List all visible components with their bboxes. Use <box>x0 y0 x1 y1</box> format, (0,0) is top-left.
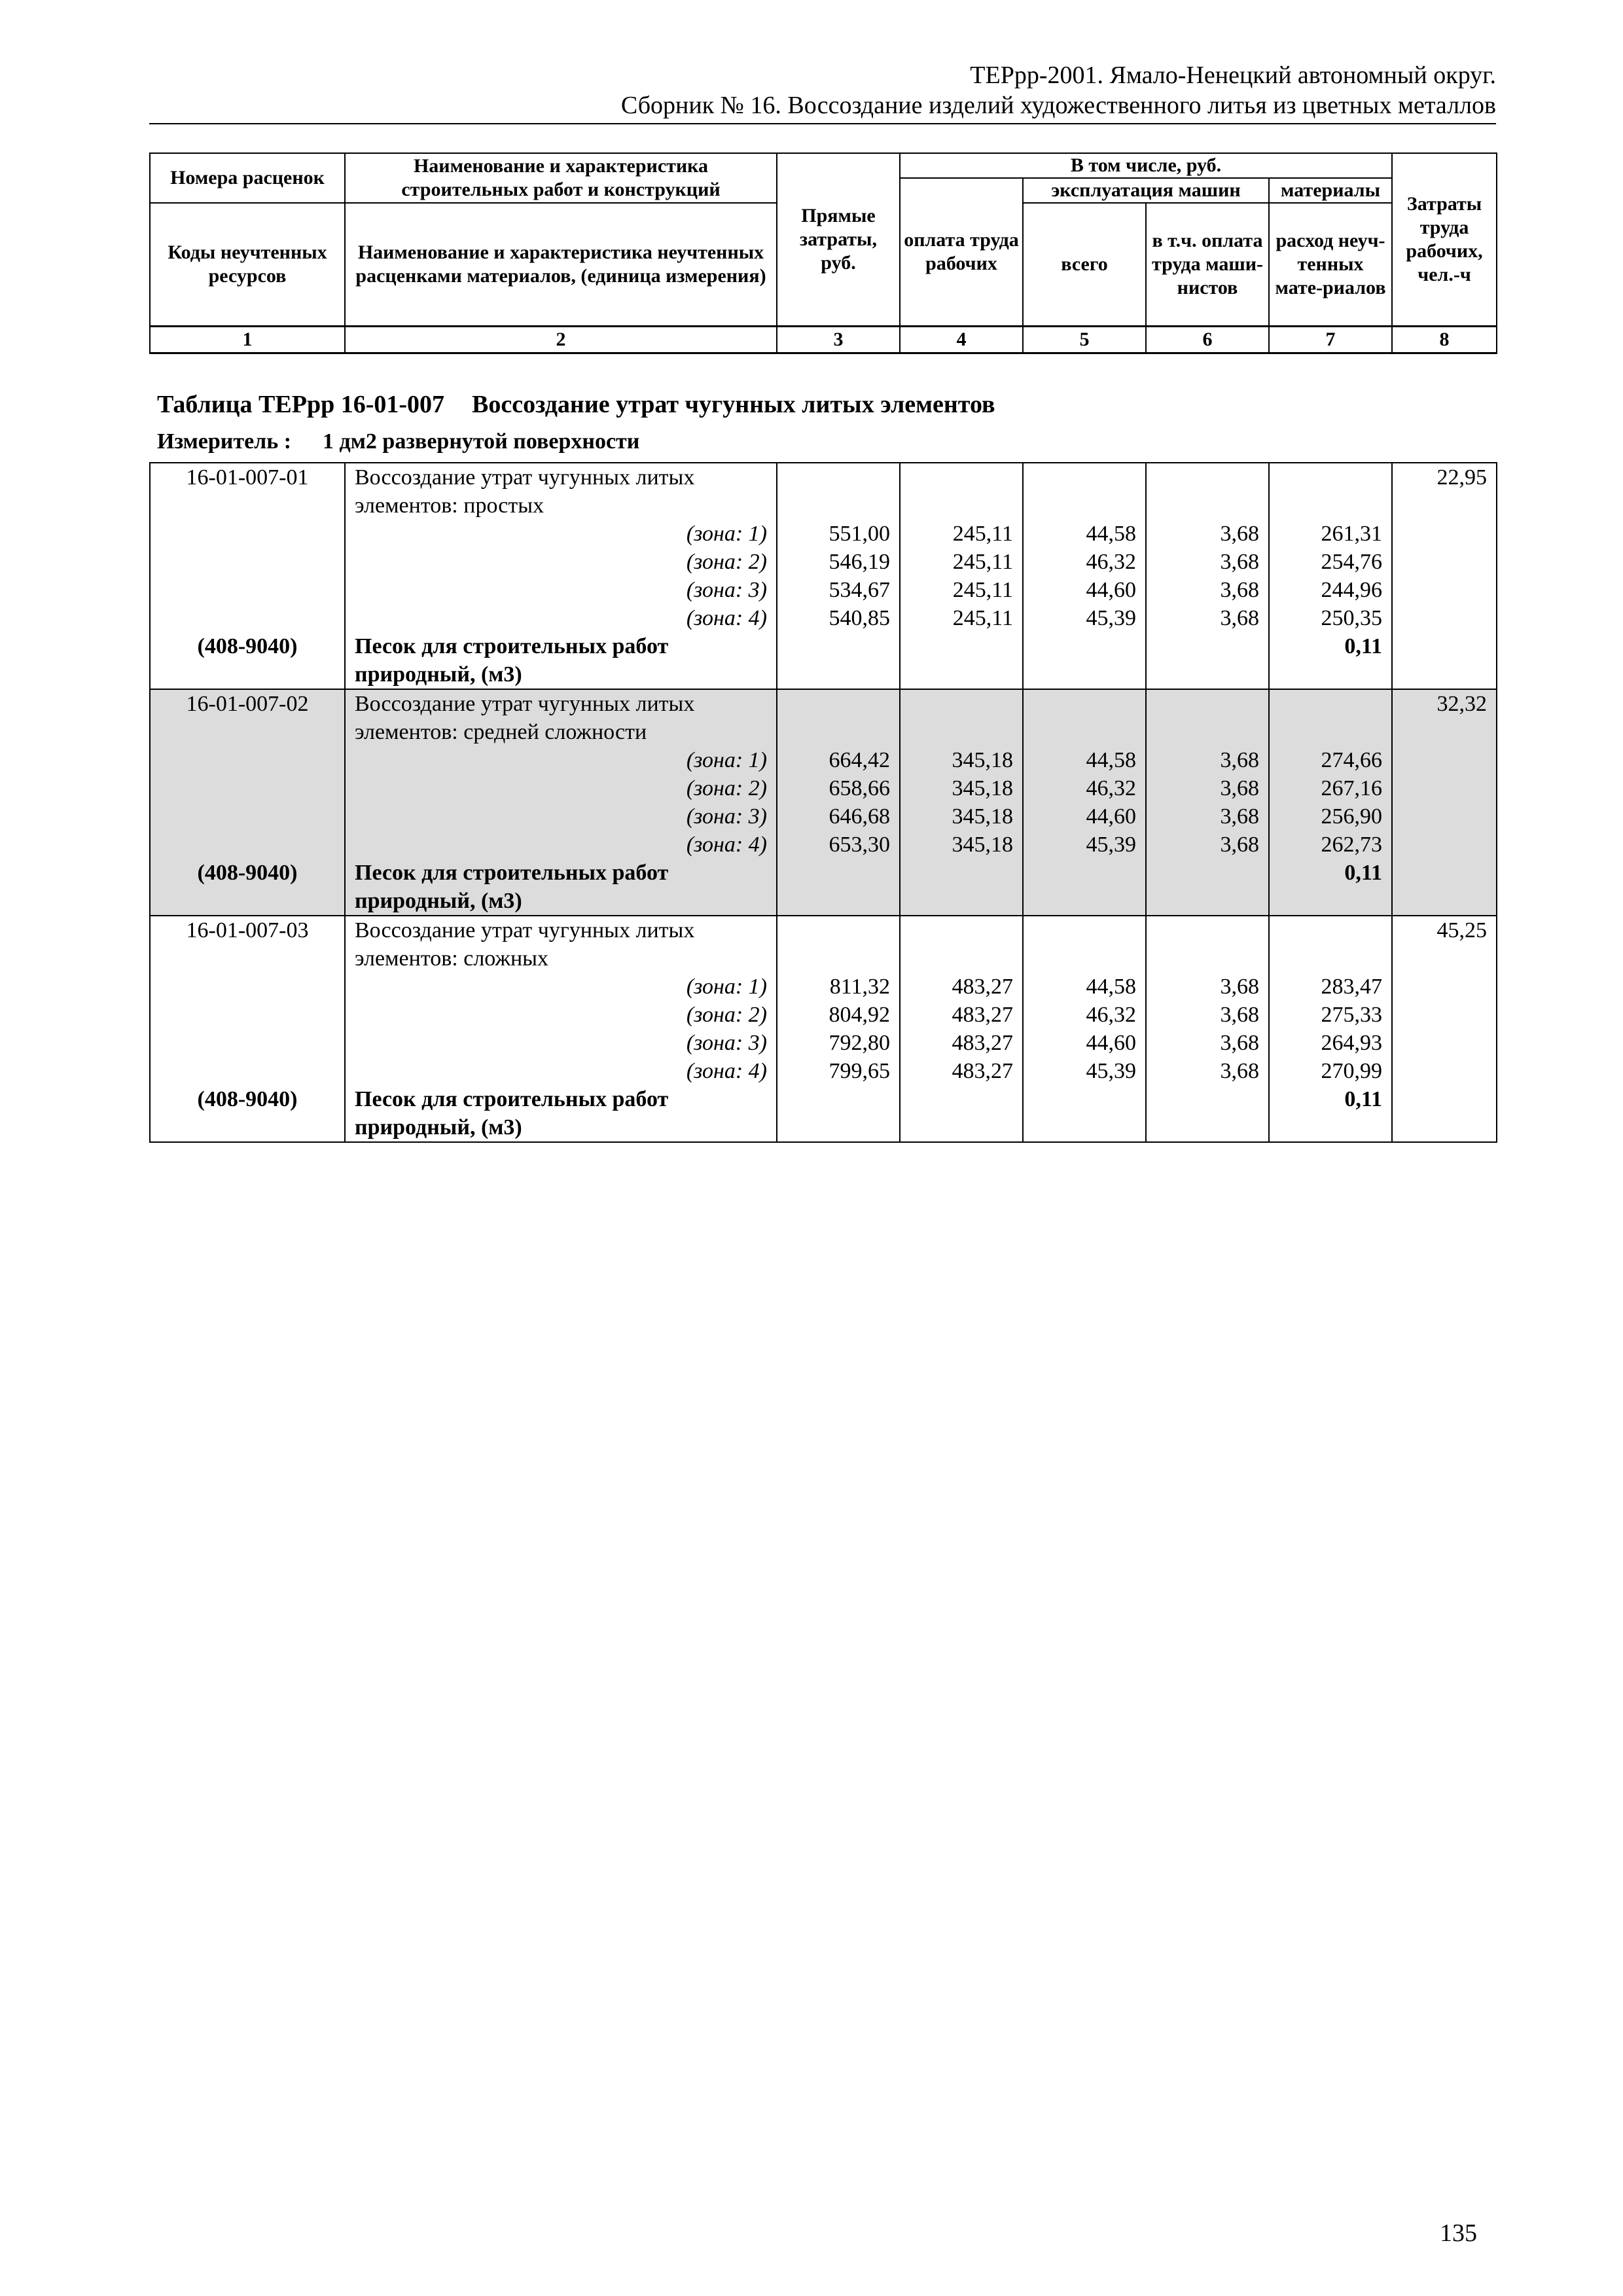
resource-row <box>150 632 1497 689</box>
meter-value: 1 дм2 развернутой поверхности <box>323 429 640 454</box>
machinists-pay-value: 3,68 <box>1146 831 1269 859</box>
rate-group <box>150 463 1497 689</box>
empty-cell <box>1392 746 1497 774</box>
zone-row <box>150 548 1497 576</box>
zone-label: (зона: 3) <box>345 802 777 831</box>
resource-amount: 0,11 <box>1269 1085 1392 1142</box>
workers-pay-value: 345,18 <box>900 774 1023 802</box>
empty-cell <box>150 802 345 831</box>
column-number: 8 <box>1392 326 1497 353</box>
resource-code: (408-9040) <box>150 1085 345 1142</box>
direct-costs-value: 792,80 <box>777 1029 900 1057</box>
empty-cell <box>777 632 900 689</box>
machines-value: 44,58 <box>1023 973 1146 1001</box>
header-direct-costs: Прямые затраты, руб. <box>777 153 900 326</box>
empty-cell <box>1023 632 1146 689</box>
empty-cell <box>900 1085 1023 1142</box>
empty-cell <box>1392 548 1497 576</box>
machines-value: 46,32 <box>1023 774 1146 802</box>
direct-costs-value: 811,32 <box>777 973 900 1001</box>
empty-cell <box>1392 774 1497 802</box>
direct-costs-value: 534,67 <box>777 576 900 604</box>
empty-cell <box>1392 802 1497 831</box>
empty-cell <box>150 1057 345 1085</box>
machinists-pay-value: 3,68 <box>1146 774 1269 802</box>
empty-cell <box>1023 859 1146 916</box>
direct-costs-value: 664,42 <box>777 746 900 774</box>
zone-row <box>150 802 1497 831</box>
resource-row <box>150 859 1497 916</box>
machinists-pay-value: 3,68 <box>1146 1001 1269 1029</box>
rate-code: 16-01-007-03 <box>150 916 345 973</box>
materials-value: 262,73 <box>1269 831 1392 859</box>
header-unaccounted-materials: расход неуч-тенных мате-риалов <box>1269 203 1392 326</box>
table-name: Воссоздание утрат чугунных литых элементов <box>472 391 995 418</box>
header-line-2: Сборник № 16. Воссоздание изделий художественного литья из цветных металлов <box>620 92 1496 119</box>
zone-label: (зона: 2) <box>345 774 777 802</box>
rate-row <box>150 463 1497 520</box>
empty-cell <box>1023 916 1146 973</box>
resource-name: Песок для строительных работ природный, (м3) <box>345 1085 777 1142</box>
empty-cell <box>1392 1057 1497 1085</box>
table-title <box>157 390 995 419</box>
zone-label: (зона: 4) <box>345 1057 777 1085</box>
workers-pay-value: 483,27 <box>900 1001 1023 1029</box>
zone-row <box>150 1029 1497 1057</box>
empty-cell <box>777 463 900 520</box>
empty-cell <box>1392 632 1497 689</box>
direct-costs-value: 551,00 <box>777 520 900 548</box>
empty-cell <box>1146 859 1269 916</box>
empty-cell <box>150 746 345 774</box>
column-number: 7 <box>1269 326 1392 353</box>
materials-value: 270,99 <box>1269 1057 1392 1085</box>
machines-value: 45,39 <box>1023 1057 1146 1085</box>
machines-value: 44,60 <box>1023 1029 1146 1057</box>
rate-name: Воссоздание утрат чугунных литых элементов: средней сложности <box>345 689 777 746</box>
empty-cell <box>150 576 345 604</box>
workers-pay-value: 345,18 <box>900 831 1023 859</box>
machines-value: 44,60 <box>1023 802 1146 831</box>
header-rate-numbers: Номера расценок <box>150 153 345 203</box>
machines-value: 45,39 <box>1023 831 1146 859</box>
empty-cell <box>1146 1085 1269 1142</box>
empty-cell <box>1392 973 1497 1001</box>
page-number: 135 <box>1440 2219 1477 2247</box>
machines-value: 44,58 <box>1023 520 1146 548</box>
column-number: 5 <box>1023 326 1146 353</box>
empty-cell <box>1392 604 1497 632</box>
direct-costs-value: 646,68 <box>777 802 900 831</box>
header-work-name: Наименование и характеристика строительных работ и конструкций <box>345 153 777 203</box>
empty-cell <box>150 831 345 859</box>
materials-value: 256,90 <box>1269 802 1392 831</box>
empty-cell <box>900 632 1023 689</box>
direct-costs-value: 658,66 <box>777 774 900 802</box>
empty-cell <box>777 916 900 973</box>
labor-value: 22,95 <box>1392 463 1497 520</box>
machines-value: 46,32 <box>1023 548 1146 576</box>
empty-cell <box>1023 1085 1146 1142</box>
resource-code: (408-9040) <box>150 859 345 916</box>
empty-cell <box>150 774 345 802</box>
empty-cell <box>1392 1085 1497 1142</box>
empty-cell <box>1146 916 1269 973</box>
empty-cell <box>150 1001 345 1029</box>
empty-cell <box>150 973 345 1001</box>
header-materials-group: материалы <box>1269 178 1392 203</box>
zone-row <box>150 576 1497 604</box>
empty-cell <box>150 604 345 632</box>
empty-cell <box>150 1029 345 1057</box>
materials-value: 244,96 <box>1269 576 1392 604</box>
direct-costs-value: 653,30 <box>777 831 900 859</box>
direct-costs-value: 804,92 <box>777 1001 900 1029</box>
header-line-1: ТЕРрр-2001. Ямало-Ненецкий автономный округ. <box>970 62 1496 89</box>
materials-value: 283,47 <box>1269 973 1392 1001</box>
workers-pay-value: 245,11 <box>900 576 1023 604</box>
zone-label: (зона: 4) <box>345 831 777 859</box>
zone-label: (зона: 2) <box>345 1001 777 1029</box>
empty-cell <box>1392 859 1497 916</box>
empty-cell <box>150 548 345 576</box>
empty-cell <box>1392 1001 1497 1029</box>
workers-pay-value: 245,11 <box>900 548 1023 576</box>
resource-code: (408-9040) <box>150 632 345 689</box>
empty-cell <box>1392 520 1497 548</box>
empty-cell <box>777 1085 900 1142</box>
direct-costs-value: 546,19 <box>777 548 900 576</box>
zone-row <box>150 604 1497 632</box>
resource-amount: 0,11 <box>1269 859 1392 916</box>
header-resource-codes: Коды неучтенных ресурсов <box>150 203 345 326</box>
machinists-pay-value: 3,68 <box>1146 548 1269 576</box>
empty-cell <box>1146 463 1269 520</box>
machines-value: 44,60 <box>1023 576 1146 604</box>
rate-row <box>150 689 1497 746</box>
workers-pay-value: 483,27 <box>900 1029 1023 1057</box>
zone-label: (зона: 3) <box>345 576 777 604</box>
rate-name: Воссоздание утрат чугунных литых элементов: простых <box>345 463 777 520</box>
workers-pay-value: 245,11 <box>900 604 1023 632</box>
header-material-name: Наименование и характеристика неучтенных расценками материалов, (единица измерения) <box>345 203 777 326</box>
empty-cell <box>900 463 1023 520</box>
zone-row <box>150 1001 1497 1029</box>
machines-value: 46,32 <box>1023 1001 1146 1029</box>
empty-cell <box>1023 463 1146 520</box>
rate-group <box>150 689 1497 916</box>
header-machines-total: всего <box>1023 203 1146 326</box>
resource-name: Песок для строительных работ природный, (м3) <box>345 632 777 689</box>
empty-cell <box>1392 576 1497 604</box>
rate-code: 16-01-007-01 <box>150 463 345 520</box>
rates-table <box>149 462 1497 1143</box>
empty-cell <box>1269 463 1392 520</box>
header-labor-costs: Затраты труда рабочих, чел.-ч <box>1392 153 1497 326</box>
workers-pay-value: 245,11 <box>900 520 1023 548</box>
zone-row <box>150 1057 1497 1085</box>
rate-group <box>150 916 1497 1142</box>
materials-value: 250,35 <box>1269 604 1392 632</box>
materials-value: 274,66 <box>1269 746 1392 774</box>
header-including-group: В том числе, руб. <box>900 153 1392 178</box>
empty-cell <box>777 859 900 916</box>
materials-value: 267,16 <box>1269 774 1392 802</box>
column-number: 6 <box>1146 326 1269 353</box>
column-number: 1 <box>150 326 345 353</box>
zone-label: (зона: 1) <box>345 520 777 548</box>
machinists-pay-value: 3,68 <box>1146 1057 1269 1085</box>
page-header <box>149 60 1496 124</box>
column-number: 3 <box>777 326 900 353</box>
zone-label: (зона: 2) <box>345 548 777 576</box>
header-machinists-pay: в т.ч. оплата труда маши-нистов <box>1146 203 1269 326</box>
machinists-pay-value: 3,68 <box>1146 520 1269 548</box>
rate-code: 16-01-007-02 <box>150 689 345 746</box>
zone-row <box>150 520 1497 548</box>
zone-label: (зона: 1) <box>345 973 777 1001</box>
empty-cell <box>1392 1029 1497 1057</box>
empty-cell <box>1392 831 1497 859</box>
zone-row <box>150 746 1497 774</box>
rate-row <box>150 916 1497 973</box>
workers-pay-value: 345,18 <box>900 802 1023 831</box>
materials-value: 261,31 <box>1269 520 1392 548</box>
workers-pay-value: 483,27 <box>900 973 1023 1001</box>
materials-value: 275,33 <box>1269 1001 1392 1029</box>
empty-cell <box>1146 632 1269 689</box>
empty-cell <box>1269 916 1392 973</box>
workers-pay-value: 345,18 <box>900 746 1023 774</box>
machinists-pay-value: 3,68 <box>1146 746 1269 774</box>
empty-cell <box>1269 689 1392 746</box>
workers-pay-value: 483,27 <box>900 1057 1023 1085</box>
zone-row <box>150 973 1497 1001</box>
resource-amount: 0,11 <box>1269 632 1392 689</box>
zone-label: (зона: 4) <box>345 604 777 632</box>
labor-value: 45,25 <box>1392 916 1497 973</box>
labor-value: 32,32 <box>1392 689 1497 746</box>
column-number: 4 <box>900 326 1023 353</box>
empty-cell <box>150 520 345 548</box>
zone-row <box>150 774 1497 802</box>
empty-cell <box>1023 689 1146 746</box>
resource-row <box>150 1085 1497 1142</box>
machines-value: 44,58 <box>1023 746 1146 774</box>
column-header-table <box>149 152 1497 354</box>
machinists-pay-value: 3,68 <box>1146 576 1269 604</box>
meter-label: Измеритель : <box>157 429 292 454</box>
machinists-pay-value: 3,68 <box>1146 973 1269 1001</box>
materials-value: 254,76 <box>1269 548 1392 576</box>
machines-value: 45,39 <box>1023 604 1146 632</box>
empty-cell <box>900 689 1023 746</box>
column-number: 2 <box>345 326 777 353</box>
empty-cell <box>900 859 1023 916</box>
empty-cell <box>900 916 1023 973</box>
resource-name: Песок для строительных работ природный, (м3) <box>345 859 777 916</box>
machinists-pay-value: 3,68 <box>1146 802 1269 831</box>
materials-value: 264,93 <box>1269 1029 1392 1057</box>
meter <box>157 429 639 454</box>
direct-costs-value: 799,65 <box>777 1057 900 1085</box>
machinists-pay-value: 3,68 <box>1146 604 1269 632</box>
zone-row <box>150 831 1497 859</box>
rate-name: Воссоздание утрат чугунных литых элементов: сложных <box>345 916 777 973</box>
zone-label: (зона: 1) <box>345 746 777 774</box>
header-machines-group: эксплуатация машин <box>1023 178 1269 203</box>
table-code: Таблица ТЕРрр 16-01-007 <box>157 391 445 418</box>
machinists-pay-value: 3,68 <box>1146 1029 1269 1057</box>
zone-label: (зона: 3) <box>345 1029 777 1057</box>
direct-costs-value: 540,85 <box>777 604 900 632</box>
empty-cell <box>777 689 900 746</box>
header-workers-pay: оплата труда рабочих <box>900 178 1023 326</box>
empty-cell <box>1146 689 1269 746</box>
